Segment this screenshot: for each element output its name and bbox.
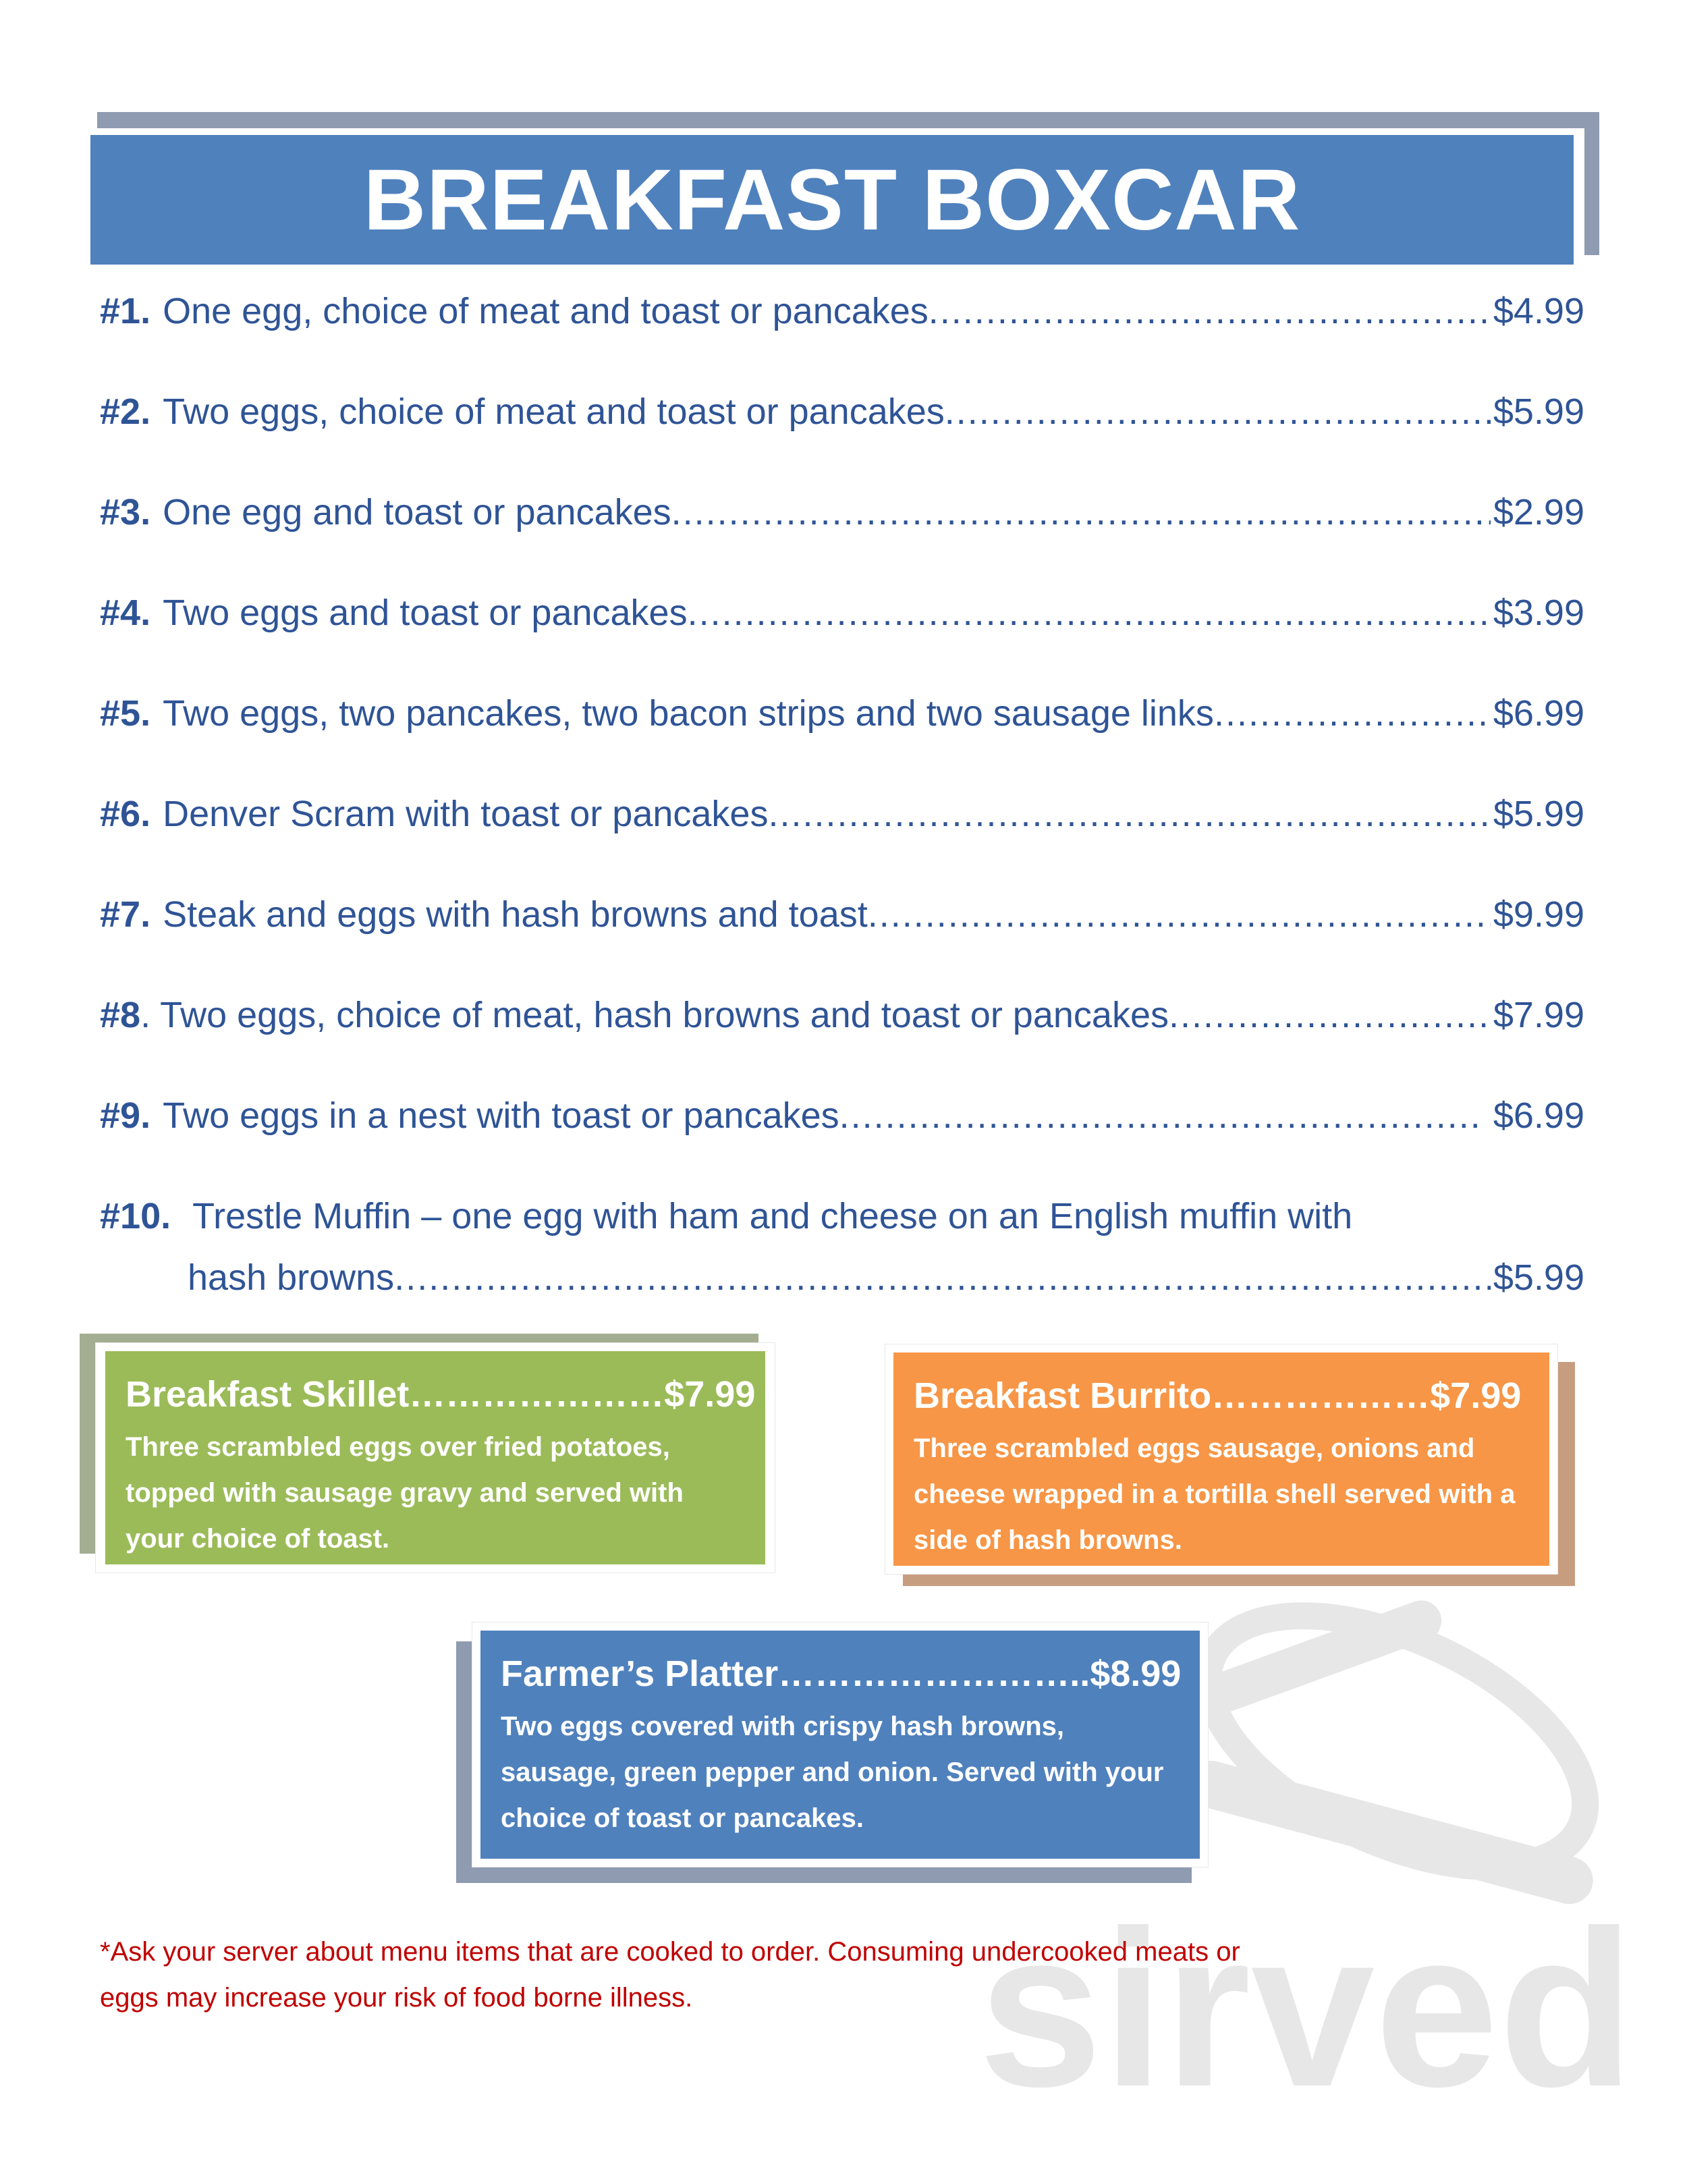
- leader-dots: [688, 582, 1491, 643]
- leader-dots: [868, 884, 1491, 945]
- menu-item-price: $3.99: [1493, 593, 1584, 633]
- farmer-card: [480, 1631, 1200, 1859]
- menu-item-4: [100, 582, 1584, 643]
- menu-item-10: [100, 1186, 1352, 1247]
- leader-dots: [394, 1247, 1491, 1308]
- leader-dots: [839, 1085, 1481, 1146]
- menu-item-number: #8: [100, 995, 141, 1035]
- burrito-description: Three scrambled eggs sausage, onions and cheese wrapped in a tortilla shell served with a side of hash browns.: [914, 1434, 1516, 1555]
- menu-item-number: #6.: [100, 794, 151, 834]
- food-safety-disclaimer: *Ask your server about menu items that are cooked to order. Consuming undercooked meats or eggs may increase your risk of food borne illness.: [100, 1937, 1240, 2013]
- leader-dots: [1214, 683, 1491, 744]
- menu-item-description: Two eggs in a nest with toast or pancakes: [163, 1095, 839, 1136]
- farmer-description: Two eggs covered with crispy hash browns, sausage, green pepper and onion. Served with your choice of toast or pancakes.: [501, 1712, 1164, 1833]
- menu-item-9: [100, 1085, 1584, 1146]
- menu-item-price: $6.99: [1493, 693, 1584, 734]
- menu-item-number: #5.: [100, 693, 151, 734]
- leader-dots: [929, 281, 1491, 342]
- menu-item-10-continued: [188, 1247, 1584, 1308]
- leader-dots: [1169, 985, 1491, 1045]
- skillet-card: [105, 1351, 765, 1564]
- burrito-card: [893, 1353, 1549, 1566]
- menu-item-description: Two eggs and toast or pancakes: [163, 593, 688, 633]
- menu-item-description: Steak and eggs with hash browns and toast: [163, 894, 868, 935]
- menu-item-number: #4.: [100, 593, 151, 633]
- menu-item-description: One egg, choice of meat and toast or pancakes: [163, 291, 929, 331]
- menu-item-number: #9.: [100, 1095, 151, 1136]
- menu-item-description: Two eggs, choice of meat and toast or pancakes: [163, 391, 945, 432]
- skillet-title: Breakfast Skillet…………………$7.99: [126, 1374, 756, 1415]
- menu-item-number: #2.: [100, 391, 151, 432]
- menu-item-number: #3.: [100, 492, 151, 533]
- menu-item-description: Two eggs, two pancakes, two bacon strips and two sausage links: [163, 693, 1214, 734]
- menu-item-number: #1.: [100, 291, 151, 331]
- burrito-title: Breakfast Burrito………………$7.99: [914, 1375, 1522, 1416]
- menu-item-price: $7.99: [1493, 995, 1584, 1035]
- menu-item-price: $5.99: [1493, 794, 1584, 834]
- menu-item-price: $2.99: [1493, 492, 1584, 533]
- menu-item-5: [100, 683, 1584, 744]
- menu-item-description: One egg and toast or pancakes: [163, 492, 671, 533]
- leader-dots: [671, 482, 1491, 543]
- menu-item-description: . Two eggs, choice of meat, hash browns and toast or pancakes: [140, 995, 1169, 1035]
- leader-dots: [945, 381, 1491, 442]
- title-banner: [90, 135, 1574, 265]
- page-title: BREAKFAST BOXCAR: [363, 151, 1301, 248]
- watermark-text: sirved: [978, 1884, 1635, 2126]
- menu-item-1: [100, 281, 1584, 342]
- menu-item-2: [100, 381, 1584, 442]
- menu-item-price: $5.99: [1493, 391, 1584, 432]
- skillet-description: Three scrambled eggs over fried potatoes, topped with sausage gravy and served with your choice of toast.: [126, 1432, 684, 1554]
- menu-item-description-continued: hash browns: [188, 1257, 395, 1298]
- menu-item-description: Trestle Muffin – one egg with ham and cheese on an English muffin with: [192, 1196, 1353, 1236]
- menu-item-8: [100, 985, 1584, 1045]
- menu-item-3: [100, 482, 1584, 543]
- menu-item-description: Denver Scram with toast or pancakes: [163, 794, 769, 834]
- menu-item-number: #10.: [100, 1196, 171, 1236]
- menu-item-price: $4.99: [1493, 291, 1584, 331]
- leader-dots: [768, 784, 1490, 844]
- farmer-title: Farmer’s Platter……………………..$8.99: [501, 1654, 1182, 1694]
- menu-item-number: #7.: [100, 894, 151, 935]
- menu-item-6: [100, 784, 1584, 844]
- menu-item-7: [100, 884, 1584, 945]
- menu-item-price: $9.99: [1493, 894, 1584, 935]
- menu-item-price: $5.99: [1493, 1257, 1584, 1298]
- menu-item-price: $6.99: [1483, 1095, 1584, 1136]
